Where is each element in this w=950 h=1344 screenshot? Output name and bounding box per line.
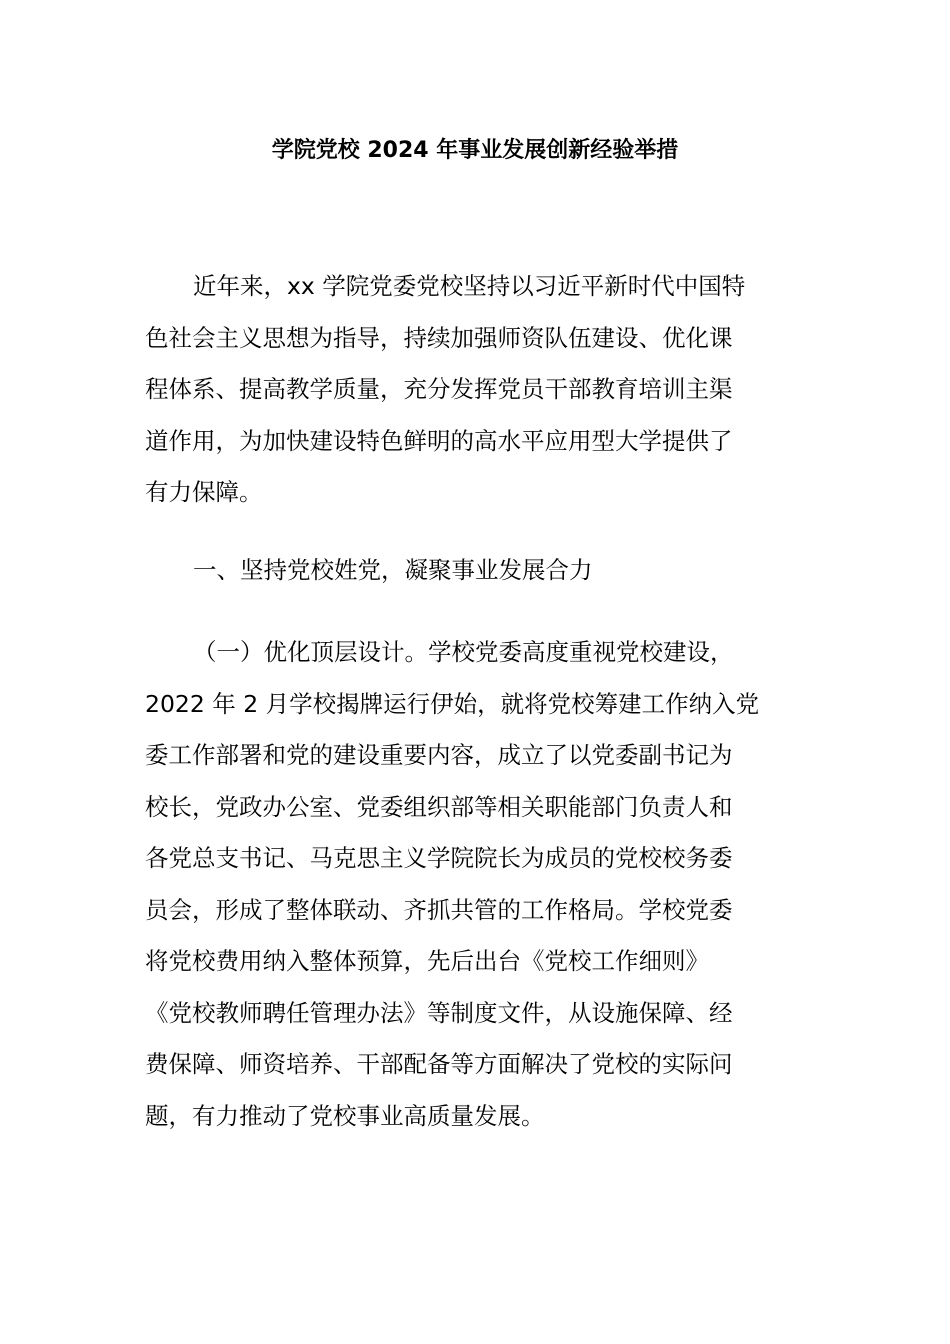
paragraph-line: 道作用，为加快建设特色鲜明的高水平应用型大学提供了: [145, 426, 733, 455]
paragraph-line: 色社会主义思想为指导，持续加强师资队伍建设、优化课: [145, 323, 733, 352]
paragraph-line: 将党校费用纳入整体预算，先后出台《党校工作细则》: [145, 947, 709, 975]
section-heading-text: 一、坚持党校姓党，凝聚事业发展合力: [193, 556, 593, 584]
paragraph-line: 有力保障。: [145, 478, 263, 506]
paragraph-line: 2022 年 2 月学校揭牌运行伊始，就将党校筹建工作纳入党: [145, 689, 760, 718]
paragraph-line: 各党总支书记、马克思主义学院院长为成员的党校校务委: [145, 844, 733, 872]
paragraph-line: 费保障、师资培养、干部配备等方面解决了党校的实际问: [145, 1050, 733, 1078]
paragraph-line: 题，有力推动了党校事业高质量发展。: [145, 1101, 545, 1130]
section-heading: [145, 545, 805, 597]
paragraph-line: 校长，党政办公室、党委组织部等相关职能部门负责人和: [145, 792, 733, 821]
intro-paragraph: [145, 261, 805, 519]
document-title: 学院党校 2024 年事业发展创新经验举措: [271, 138, 679, 163]
paragraph-line: 委工作部署和党的建设重要内容，成立了以党委副书记为: [145, 741, 733, 769]
subsection-paragraph: [145, 627, 805, 1142]
paragraph-line: （一）优化顶层设计。学校党委高度重视党校建设，: [193, 638, 734, 666]
paragraph-line: 近年来，xx 学院党委党校坚持以习近平新时代中国特: [193, 272, 746, 300]
paragraph-line: 《党校教师聘任管理办法》等制度文件，从设施保障、经: [145, 998, 733, 1027]
paragraph-line: 程体系、提高教学质量，充分发挥党员干部教育培训主渠: [145, 375, 733, 403]
paragraph-line: 员会，形成了整体联动、齐抓共管的工作格局。学校党委: [145, 895, 733, 924]
